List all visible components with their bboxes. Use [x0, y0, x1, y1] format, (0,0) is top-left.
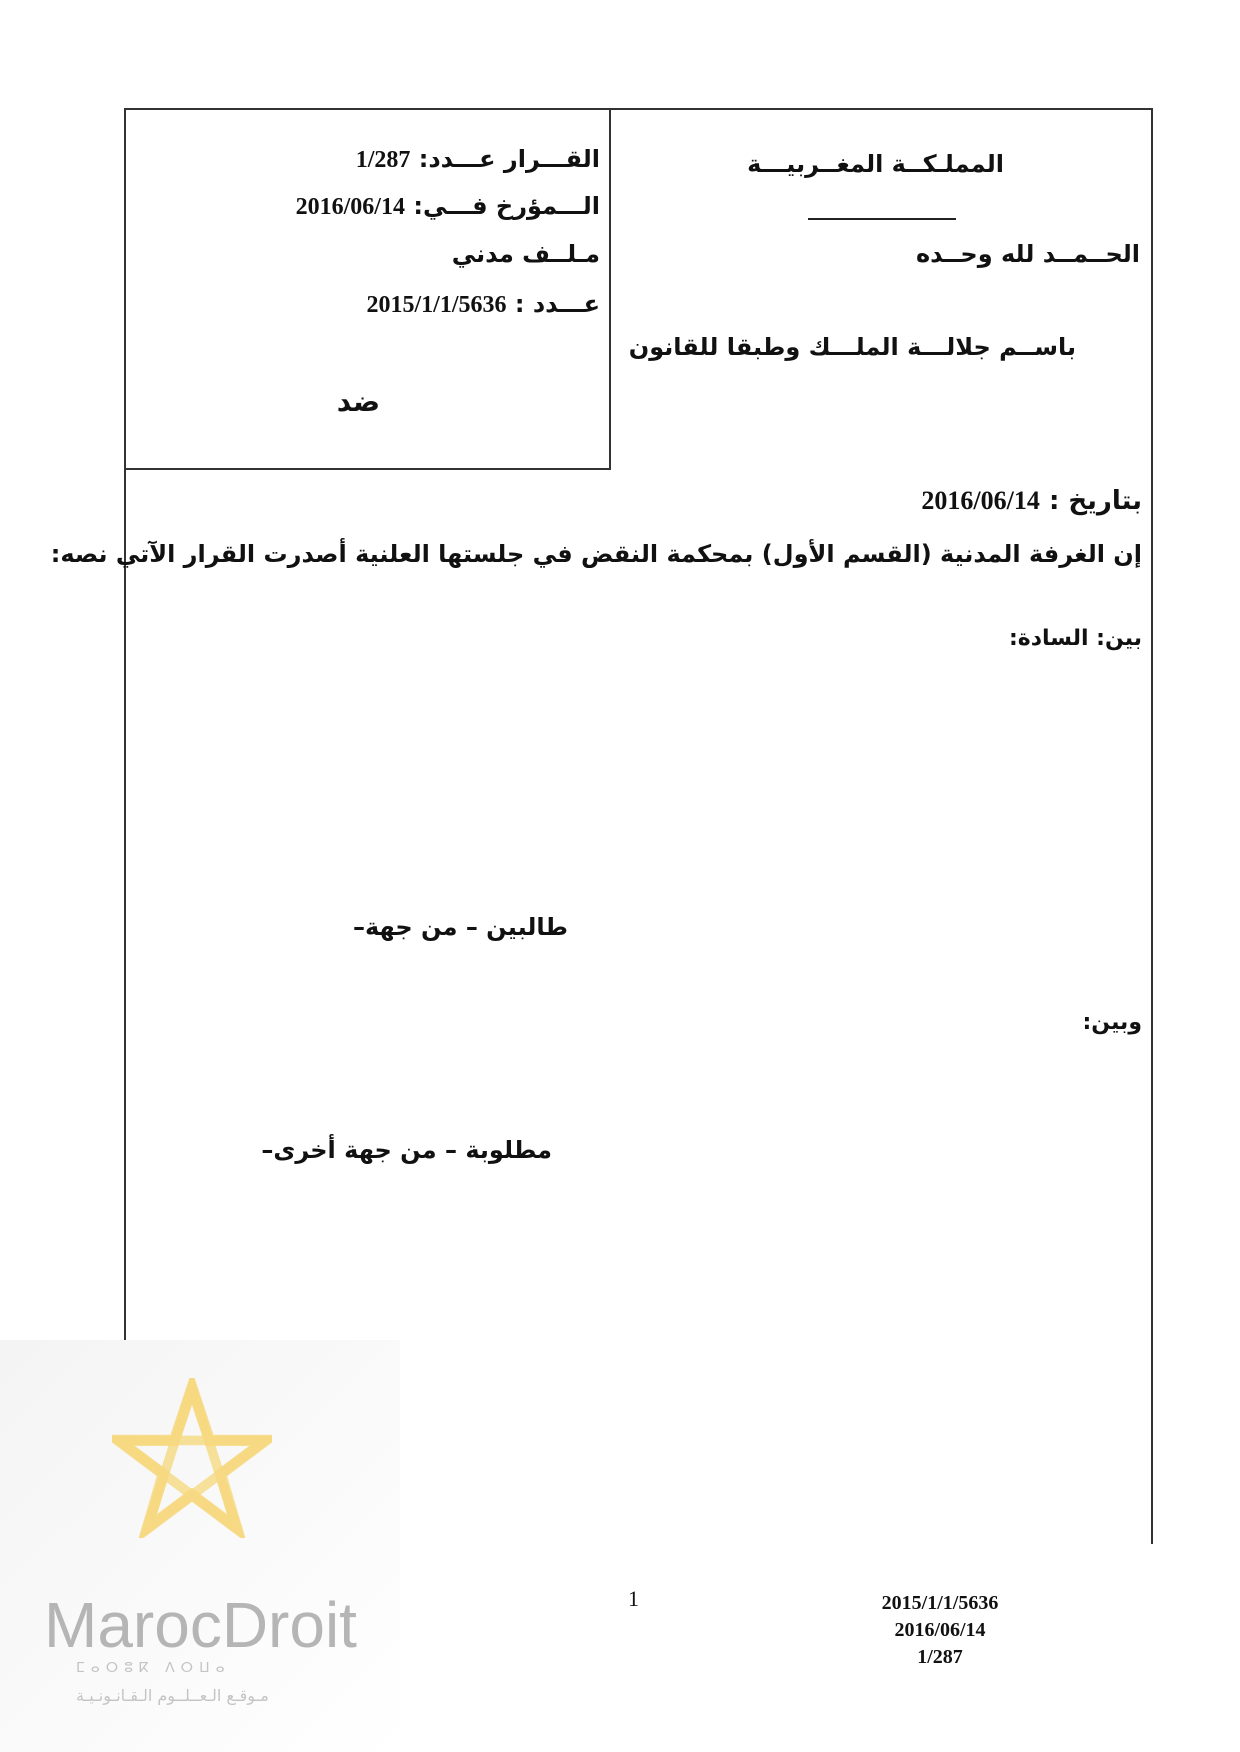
footer-decision-number: 1/287	[917, 1646, 963, 1668]
and-between-label: وبين:	[1082, 1010, 1142, 1035]
decision-number: 1/287	[355, 147, 411, 173]
file-number: 2015/1/1/5636	[366, 292, 507, 318]
frame-right-border	[1151, 108, 1153, 1544]
footer-file-number: 2015/1/1/5636	[881, 1592, 999, 1614]
watermark-brand-name: MarocDroit	[44, 1589, 357, 1661]
page-number: 1	[628, 1586, 639, 1611]
against-label: ضد	[336, 385, 380, 418]
decision-date-line	[296, 192, 600, 221]
hearing-date-line	[921, 486, 1142, 516]
in-the-name-line: باســم جلالـــة الملـــك وطبقا للقانون	[628, 333, 1076, 361]
file-type: مـلــف مدني	[451, 240, 600, 268]
petitioners-label: طالبين – من جهة–	[352, 913, 568, 941]
praise-line: الحــمــد لله وحــده	[915, 240, 1140, 268]
footer-date: 2016/06/14	[894, 1619, 986, 1641]
watermark-tagline: مـوقـع الـعــلــوم الـقـانـونـيـة	[76, 1686, 269, 1705]
star-logo-icon	[112, 1378, 272, 1538]
decision-date-label: الـــمؤرخ فـــي:	[413, 192, 600, 220]
decision-number-label: القـــرار عـــدد:	[418, 145, 600, 173]
hearing-date-label: بتاريخ :	[1048, 486, 1142, 516]
kingdom-heading: المملـكــة المغــربيـــة	[747, 150, 1004, 178]
decision-date: 2016/06/14	[295, 194, 405, 220]
between-parties-label: بين: السادة:	[1008, 626, 1142, 651]
watermark-tifinagh-text: ⵎⴰⵔⵓⴽ ⴷⵔⵡⴰ	[76, 1660, 231, 1676]
heading-divider	[808, 218, 956, 220]
file-number-line	[366, 290, 600, 319]
decision-number-line	[356, 145, 600, 174]
footer-reference	[860, 1590, 1020, 1671]
file-number-label: عـــدد :	[514, 290, 600, 318]
respondent-label: مطلوبة – من جهة أخرى–	[261, 1136, 552, 1164]
hearing-date: 2016/06/14	[921, 486, 1040, 515]
court-intro-paragraph: إن الغرفة المدنية (القسم الأول) بمحكمة النقض في جلستها العلنية أصدرت القرار الآتي نصه:	[50, 540, 1142, 568]
